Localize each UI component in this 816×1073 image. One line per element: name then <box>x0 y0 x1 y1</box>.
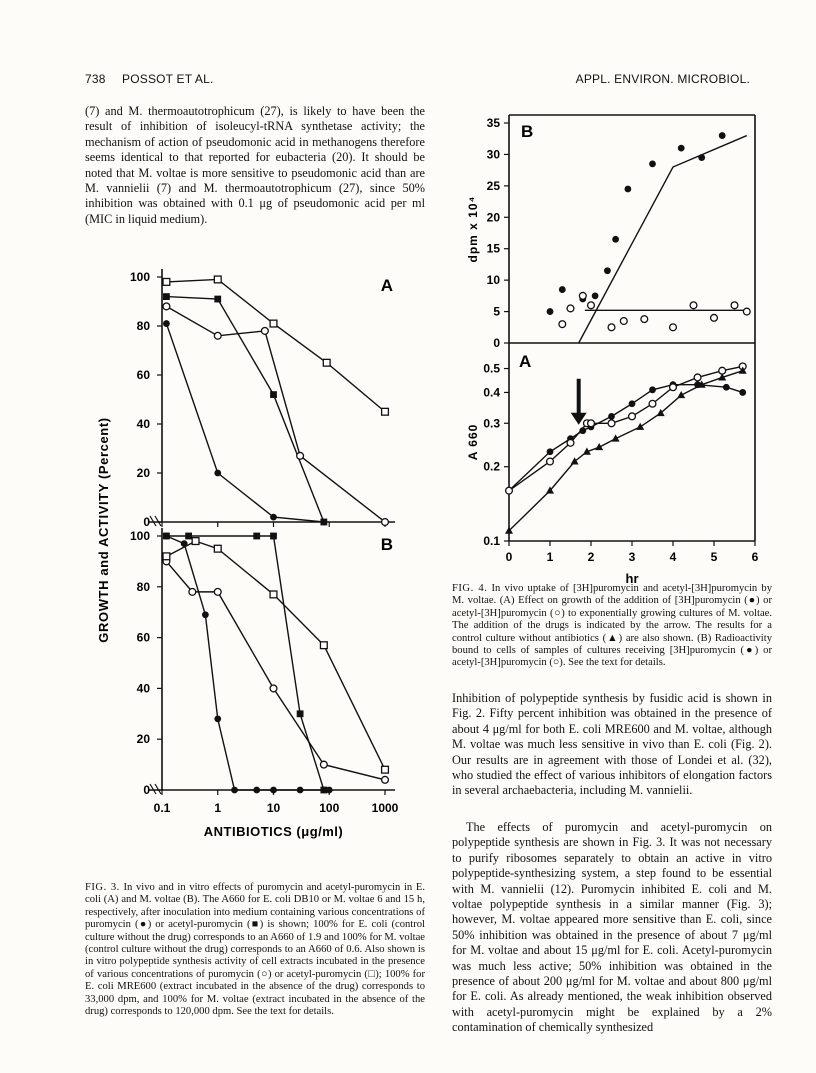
series-line <box>166 324 323 522</box>
x-tick-label: 6 <box>751 550 759 564</box>
panel-label: A <box>380 276 393 295</box>
data-point <box>214 296 221 303</box>
y-axis-label: A 660 <box>466 423 480 461</box>
data-point <box>270 533 277 540</box>
data-point <box>636 423 644 430</box>
x-tick-label: 0.1 <box>153 801 171 815</box>
y-tick-label: 0.3 <box>483 416 500 431</box>
y-tick-label: 25 <box>486 178 500 193</box>
data-point <box>270 391 277 398</box>
data-point <box>719 132 726 139</box>
data-point <box>214 276 221 283</box>
axis-break-mark <box>150 516 156 526</box>
y-tick-label: 80 <box>136 319 150 333</box>
data-point <box>629 400 636 407</box>
data-point <box>612 236 619 243</box>
fig4-caption <box>452 583 772 670</box>
data-point <box>670 324 677 331</box>
data-point <box>297 710 304 717</box>
data-point <box>163 533 170 540</box>
x-tick-label: 2 <box>587 550 595 564</box>
y-tick-label: 35 <box>486 116 500 130</box>
data-point <box>382 519 389 526</box>
y-tick-label: 0.2 <box>483 459 500 474</box>
data-point <box>253 787 260 794</box>
fit-line <box>579 136 747 343</box>
data-point <box>670 384 677 391</box>
data-point <box>185 533 192 540</box>
fig4-panel-a <box>466 343 759 586</box>
body-paragraph-right-2: The effects of puromycin and acetyl-puromycin on polypeptide synthesis are shown in Fig. 3. It was not necessary to purify ribosomes separately to obtain an active in vitro polypeptide-synthesizing system, a step found to be essential with M. vannielii (12). Puromycin inhibited E. coli and M. voltae polypeptide synthesis in a similar manner (Fig. 3); however, M. voltae appeared more sensitive than E. coli, since 50% inhibition was obtained in the presence of about 7 μg/ml for M. voltae and about 15 μg/ml for E. coli. Acetyl-puromycin was much less active; 50% inhibition was obtained in the presence of about 200 μg/ml for M. voltae and about 800 μg/ml for E. coli. As already mentioned, the weak inhibition observed with acetyl-puromycin might be explained by a 2% contamination of chemically synthesized <box>452 820 772 1035</box>
data-point <box>270 591 277 598</box>
y-tick-label: 100 <box>129 529 150 543</box>
data-point <box>711 314 718 321</box>
data-point <box>297 787 304 794</box>
data-point <box>608 420 615 427</box>
x-tick-label: 10 <box>266 801 281 815</box>
y-tick-label: 20 <box>136 466 150 480</box>
data-point <box>579 427 586 434</box>
data-point <box>559 321 566 328</box>
data-point <box>649 160 656 167</box>
data-point <box>214 715 221 722</box>
data-point <box>694 374 701 381</box>
x-tick-label: 4 <box>669 550 677 564</box>
data-point <box>231 787 238 794</box>
y-tick-label: 60 <box>136 368 150 382</box>
axis-break-mark <box>155 784 161 794</box>
data-point <box>202 611 209 618</box>
y-tick-label: 5 <box>493 304 500 319</box>
data-point <box>261 328 268 335</box>
data-point <box>579 292 586 299</box>
data-point <box>547 458 554 465</box>
panel-label: A <box>519 352 532 371</box>
data-point <box>731 302 738 309</box>
journal-name: APPL. ENVIRON. MICROBIOL. <box>575 72 750 86</box>
panel-label: B <box>380 535 393 554</box>
y-axis-label: GROWTH and ACTIVITY (Percent) <box>96 417 111 643</box>
data-point <box>629 413 636 420</box>
data-point <box>677 391 685 398</box>
data-point <box>382 408 389 415</box>
axis-break-mark <box>150 784 156 794</box>
data-point <box>253 533 260 540</box>
data-point <box>620 318 627 325</box>
data-point <box>320 787 327 794</box>
x-tick-label: 0 <box>505 550 513 564</box>
fig3-caption-label: FIG. 3. <box>85 882 120 893</box>
data-point <box>506 487 513 494</box>
data-point <box>270 320 277 327</box>
fig3-chart <box>80 255 425 855</box>
data-point <box>192 538 199 545</box>
series-line <box>166 536 323 790</box>
fig3-caption-text: In vivo and in vitro effects of puromycin and acetyl-puromycin in E. coli (A) and M. voltae (B). The A660 for E. coli DB10 or M. voltae 6 and 15 h, respectively, after inoculation into medium containing various concentrations of puromycin (●) or acetyl-puromycin (■) is shown; 100% for E. coli (control culture without the drug) corresponds to an A660 of 1.9 and 100% for M. voltae (control culture without the drug) corresponds to an A660 of 0.6. Also shown is in vitro polypeptide synthesis activity of cell extracts incubated in the presence of various concentrations of puromycin (○) or acetyl-puromycin (□); 100% for E. coli MRE600 (extract incubated in the absence of the drug) corresponds to 33,000 dpm, and 100% for M. voltae (extract incubated in the absence of the drug) corresponds to 120,000 dpm. See the text for details. <box>85 882 426 1018</box>
data-point <box>547 448 554 455</box>
panel-label: B <box>521 122 534 141</box>
series-line <box>166 541 385 770</box>
data-point <box>595 443 603 450</box>
fig3-panel-a <box>130 269 395 529</box>
data-point <box>678 145 685 152</box>
data-point <box>698 154 705 161</box>
y-tick-label: 0.5 <box>483 361 500 376</box>
data-point <box>270 787 277 794</box>
y-tick-label: 0 <box>143 783 150 797</box>
fig3-labels <box>96 417 111 642</box>
x-tick-label: 1000 <box>371 801 399 815</box>
fig4-caption-text: In vivo uptake of [3H]puromycin and acetyl-[3H]puromycin by M. voltae. (A) Effect on growth of the addition of [3H]puromycin (●) or acetyl-[3H]puromycin (○) to exponentially growing cultures of M. voltae. The addition of the drugs is indicated by the arrow. The results for a control culture without antibiotics (▲) are also shown. (B) Radioactivity bound to cells of samples of cultures receiving [3H]puromycin (●) or acetyl-[3H]puromycin (○). See the text for details. <box>452 583 772 669</box>
x-tick-label: 100 <box>319 801 340 815</box>
data-point <box>214 545 221 552</box>
data-point <box>163 293 170 300</box>
data-point <box>323 359 330 366</box>
y-tick-label: 20 <box>486 210 500 225</box>
data-point <box>214 470 221 477</box>
data-point <box>571 457 579 464</box>
data-point <box>567 439 574 446</box>
series-line <box>166 297 323 522</box>
x-axis-label: hr <box>625 571 639 586</box>
y-tick-label: 0.1 <box>483 534 500 548</box>
fig4-panel-b <box>466 115 755 350</box>
series-line <box>509 371 743 531</box>
data-point <box>163 303 170 310</box>
y-tick-label: 40 <box>136 681 150 696</box>
axis-break-mark <box>155 516 161 526</box>
body-paragraph-left: (7) and M. thermoautotrophicum (27), is likely to have been the result of inhibition of isoleucyl-tRNA synthetase activity; the mechanism of action of pseudomonic acid in methanogens therefore seems identical to that reported for eubacteria (20). It should be noted that M. voltae is more sensitive to pseudomonic acid than are M. vannielii (7) and M. thermoautotrophicum (27), since 50% inhibition was obtained with 0.1 μg of pseudomonic acid per ml (MIC in liquid medium). <box>85 104 425 226</box>
y-tick-label: 15 <box>486 241 500 256</box>
fig4-caption-label: FIG. 4. <box>452 583 488 594</box>
y-tick-label: 0.4 <box>483 385 500 400</box>
data-point <box>625 186 632 193</box>
running-head: POSSOT ET AL. <box>122 72 214 86</box>
x-axis-label: ANTIBIOTICS (μg/ml) <box>203 824 344 839</box>
y-tick-label: 0 <box>493 336 500 350</box>
data-point <box>547 308 554 315</box>
data-point <box>588 302 595 309</box>
fig4-chart <box>455 105 785 585</box>
data-point <box>320 519 327 526</box>
y-tick-label: 10 <box>486 273 500 288</box>
data-point <box>163 279 170 286</box>
data-point <box>214 332 221 339</box>
x-tick-label: 5 <box>710 550 718 564</box>
data-point <box>559 286 566 293</box>
data-point <box>719 367 726 374</box>
data-point <box>270 685 277 692</box>
data-point <box>690 302 697 309</box>
y-tick-label: 80 <box>136 579 150 594</box>
data-point <box>608 413 615 420</box>
y-tick-label: 60 <box>136 630 150 645</box>
y-tick-label: 100 <box>129 270 150 284</box>
data-point <box>649 400 656 407</box>
data-point <box>189 588 196 595</box>
data-point <box>743 308 750 315</box>
y-axis-label: dpm x 10⁴ <box>466 195 480 263</box>
data-point <box>723 384 730 391</box>
y-tick-label: 20 <box>136 732 150 747</box>
data-point <box>588 420 595 427</box>
data-point <box>214 588 221 595</box>
data-point <box>163 320 170 327</box>
data-point <box>320 761 327 768</box>
fig3-caption <box>85 882 425 1018</box>
data-point <box>163 553 170 560</box>
series-line <box>166 306 385 522</box>
x-tick-label: 1 <box>546 550 554 564</box>
data-point <box>739 389 746 396</box>
data-point <box>608 324 615 331</box>
data-point <box>592 292 599 299</box>
page-number: 738 <box>85 72 106 86</box>
data-point <box>320 642 327 649</box>
data-point <box>270 514 277 521</box>
body-paragraph-right-1: Inhibition of polypeptide synthesis by fusidic acid is shown in Fig. 2. Fifty percent inhibition was obtained in the presence of about 4 μg/ml for both E. coli MRE600 and M. voltae, although M. voltae was much less sensitive in vivo than E. coli (Fig. 2). Our results are in agreement with those of Londei et al. (32), who studied the effect of various inhibitors of elongation factors in several archaebacteria, including M. vannielii. <box>452 691 772 798</box>
fig3-panel-b <box>130 528 399 839</box>
y-tick-label: 40 <box>136 417 150 431</box>
y-tick-label: 30 <box>486 147 500 162</box>
data-point <box>641 316 648 323</box>
series-line <box>509 385 743 491</box>
x-tick-label: 1 <box>214 801 222 815</box>
data-point <box>567 305 574 312</box>
data-point <box>382 776 389 783</box>
y-tick-label: 0 <box>143 515 150 529</box>
data-point <box>649 386 656 393</box>
data-point <box>382 766 389 773</box>
data-point <box>604 267 611 274</box>
data-point <box>297 452 304 459</box>
x-tick-label: 3 <box>628 550 636 564</box>
